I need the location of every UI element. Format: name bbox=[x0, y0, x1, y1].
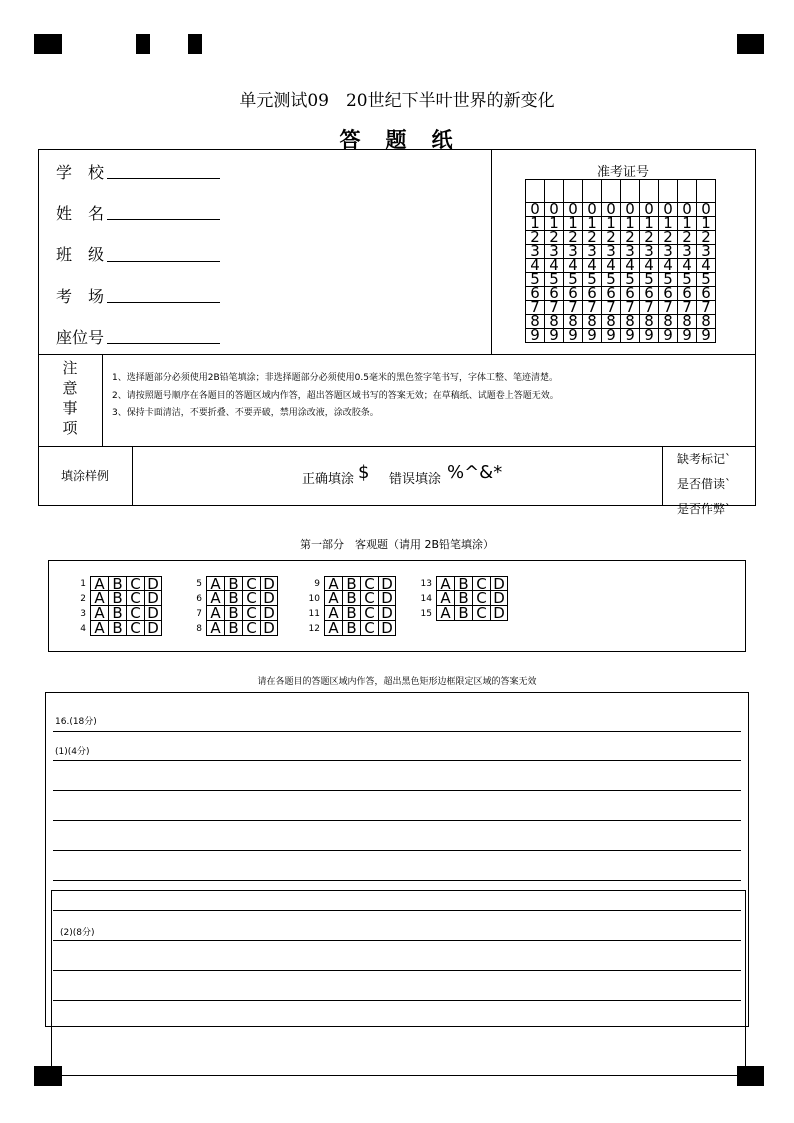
mc-option-bubble[interactable]: C bbox=[472, 576, 490, 591]
exam-id-digit-bubble[interactable]: 0 bbox=[602, 203, 621, 217]
mc-option-bubble[interactable]: A bbox=[90, 621, 108, 636]
info-divider bbox=[491, 149, 492, 354]
q16-2-label: (2)(8分) bbox=[60, 928, 95, 938]
mc-option-bubble[interactable]: D bbox=[490, 576, 508, 591]
mc-question-row bbox=[300, 621, 396, 636]
part2-note: 请在各题目的答题区域内作答，超出黑色矩形边框限定区域的答案无效 bbox=[257, 677, 537, 687]
field-seat-label: 座位号 bbox=[56, 328, 105, 347]
exam-id-digit-bubble[interactable]: 6 bbox=[545, 287, 564, 301]
exam-id-digit-bubble[interactable]: 9 bbox=[583, 329, 602, 343]
exam-id-digit-bubble[interactable]: 0 bbox=[526, 203, 545, 217]
field-school-label: 学 校 bbox=[56, 163, 105, 182]
answer-line[interactable] bbox=[53, 820, 741, 821]
answer-line[interactable] bbox=[53, 910, 741, 911]
exam-id-digit-bubble[interactable]: 0 bbox=[583, 203, 602, 217]
exam-id-digit-bubble[interactable]: 0 bbox=[564, 203, 583, 217]
answer-line[interactable] bbox=[53, 790, 741, 791]
exam-id-digit-bubble[interactable]: 1 bbox=[564, 217, 583, 231]
exam-id-digit-bubble[interactable]: 0 bbox=[640, 203, 659, 217]
exam-id-digit-bubble[interactable]: 3 bbox=[697, 245, 716, 259]
mc-group bbox=[66, 576, 162, 636]
exam-id-digit-bubble[interactable]: 5 bbox=[678, 273, 697, 287]
mc-group bbox=[300, 576, 396, 636]
exam-id-digit-bubble[interactable]: 3 bbox=[526, 245, 545, 259]
exam-id-digit-bubble[interactable]: 8 bbox=[526, 315, 545, 329]
exam-id-digit-bubble[interactable]: 7 bbox=[640, 301, 659, 315]
exam-id-digit-bubble[interactable]: 9 bbox=[526, 329, 545, 343]
mc-question-number: 5 bbox=[196, 578, 202, 589]
mc-question-number: 7 bbox=[196, 608, 202, 619]
mc-option-bubble[interactable]: B bbox=[224, 621, 242, 636]
exam-id-digit-bubble[interactable]: 5 bbox=[564, 273, 583, 287]
exam-id-digit-bubble[interactable]: 5 bbox=[659, 273, 678, 287]
mc-option-bubble[interactable]: A bbox=[206, 606, 224, 621]
exam-id-digit-bubble[interactable]: 0 bbox=[678, 203, 697, 217]
exam-id-digit-bubble[interactable]: 3 bbox=[583, 245, 602, 259]
mc-option-bubble[interactable]: A bbox=[436, 591, 454, 606]
mc-option-bubble[interactable]: C bbox=[242, 606, 260, 621]
mc-option-bubble[interactable]: C bbox=[472, 591, 490, 606]
mc-option-bubble[interactable]: C bbox=[126, 576, 144, 591]
exam-id-digit-bubble[interactable]: 7 bbox=[697, 301, 716, 315]
mc-option-bubble[interactable]: B bbox=[108, 576, 126, 591]
mc-option-bubble[interactable]: C bbox=[126, 621, 144, 636]
mc-option-bubble[interactable]: A bbox=[324, 606, 342, 621]
notice-label-char-2: 意 bbox=[62, 379, 78, 397]
exam-id-digit-bubble[interactable]: 0 bbox=[621, 203, 640, 217]
exam-id-digit-bubble[interactable]: 2 bbox=[564, 231, 583, 245]
mc-option-bubble[interactable]: A bbox=[206, 591, 224, 606]
mc-option-bubble[interactable]: C bbox=[242, 591, 260, 606]
exam-id-digit-bubble[interactable]: 9 bbox=[678, 329, 697, 343]
mc-option-bubble[interactable]: C bbox=[360, 621, 378, 636]
q16-label: 16.(18分) bbox=[55, 717, 97, 727]
mc-option-bubble[interactable]: D bbox=[378, 621, 396, 636]
exam-id-grid[interactable] bbox=[525, 179, 716, 343]
exam-id-digit-bubble[interactable]: 9 bbox=[621, 329, 640, 343]
mc-option-bubble[interactable]: C bbox=[360, 591, 378, 606]
mc-option-bubble[interactable]: D bbox=[490, 591, 508, 606]
mc-option-bubble[interactable]: D bbox=[144, 621, 162, 636]
mc-option-bubble[interactable]: D bbox=[260, 621, 278, 636]
registration-mark-top-left bbox=[34, 34, 62, 54]
fill-divider-left bbox=[132, 446, 133, 506]
field-school-input[interactable] bbox=[107, 178, 220, 179]
exam-id-digit-bubble[interactable]: 5 bbox=[583, 273, 602, 287]
notice-label-char-1: 注 bbox=[62, 359, 78, 377]
exam-id-digit-bubble[interactable]: 5 bbox=[545, 273, 564, 287]
mc-option-bubble[interactable]: A bbox=[90, 576, 108, 591]
exam-id-digit-bubble[interactable]: 9 bbox=[697, 329, 716, 343]
answer-line[interactable] bbox=[53, 731, 741, 732]
mc-option-bubble[interactable]: B bbox=[108, 591, 126, 606]
mc-question-number: 1 bbox=[80, 578, 86, 589]
exam-id-digit-bubble[interactable]: 8 bbox=[545, 315, 564, 329]
mc-group bbox=[182, 576, 278, 636]
page-title: 单元测试09 20世纪下半叶世界的新变化 bbox=[239, 91, 555, 111]
exam-id-digit-bubble[interactable]: 1 bbox=[602, 217, 621, 231]
mc-option-bubble[interactable]: C bbox=[360, 576, 378, 591]
exam-id-digit-bubble[interactable]: 7 bbox=[678, 301, 697, 315]
exam-id-digit-bubble[interactable]: 2 bbox=[640, 231, 659, 245]
mc-option-bubble[interactable]: D bbox=[144, 576, 162, 591]
mc-question-number: 9 bbox=[314, 578, 320, 589]
exam-id-digit-bubble[interactable]: 2 bbox=[545, 231, 564, 245]
fill-correct-label: 正确填涂 bbox=[302, 472, 355, 487]
mc-question-number: 12 bbox=[308, 623, 320, 634]
fill-correct-symbol: $ bbox=[358, 462, 370, 483]
part1-heading: 第一部分 客观题（请用 2B铅笔填涂） bbox=[299, 538, 495, 551]
fill-wrong-label: 错误填涂 bbox=[389, 472, 442, 487]
mc-question-number: 2 bbox=[80, 593, 86, 604]
exam-id-digit-bubble[interactable]: 1 bbox=[697, 217, 716, 231]
exam-id-digit-bubble[interactable]: 0 bbox=[545, 203, 564, 217]
mc-option-bubble[interactable]: A bbox=[206, 621, 224, 636]
exam-id-digit-bubble[interactable]: 3 bbox=[640, 245, 659, 259]
mc-option-bubble[interactable]: C bbox=[472, 606, 490, 621]
exam-id-digit-bubble[interactable]: 3 bbox=[621, 245, 640, 259]
mc-option-bubble[interactable]: B bbox=[454, 576, 472, 591]
field-room-label: 考 场 bbox=[56, 287, 105, 306]
exam-id-digit-bubble[interactable]: 6 bbox=[621, 287, 640, 301]
mc-option-bubble[interactable]: C bbox=[126, 591, 144, 606]
notice-label-char-4: 项 bbox=[62, 419, 78, 437]
answer-box-inner bbox=[51, 890, 746, 1076]
exam-id-digit-bubble[interactable]: 5 bbox=[697, 273, 716, 287]
exam-id-digit-bubble[interactable]: 7 bbox=[621, 301, 640, 315]
exam-id-digit-bubble[interactable]: 2 bbox=[602, 231, 621, 245]
exam-id-digit-bubble[interactable]: 3 bbox=[564, 245, 583, 259]
exam-id-digit-bubble[interactable]: 8 bbox=[583, 315, 602, 329]
field-class-input[interactable] bbox=[107, 261, 220, 262]
absent-mark-label[interactable]: 缺考标记` bbox=[677, 452, 732, 466]
exam-id-digit-bubble[interactable]: 4 bbox=[526, 259, 545, 273]
mc-option-bubble[interactable]: A bbox=[436, 576, 454, 591]
answer-line[interactable] bbox=[53, 760, 741, 761]
notice-item-1: 1、选择题部分必须使用2B铅笔填涂；非选择题部分必须使用0.5毫米的黑色签字笔书写，字体工整、笔迹清楚。 bbox=[112, 373, 558, 383]
exam-id-digit-bubble[interactable]: 8 bbox=[697, 315, 716, 329]
exam-id-digit-bubble[interactable]: 3 bbox=[545, 245, 564, 259]
exam-id-digit-bubble[interactable]: 5 bbox=[621, 273, 640, 287]
exam-id-digit-bubble[interactable]: 4 bbox=[602, 259, 621, 273]
notice-label bbox=[38, 358, 102, 438]
exam-id-digit-bubble[interactable]: 6 bbox=[583, 287, 602, 301]
mc-option-bubble[interactable]: D bbox=[260, 591, 278, 606]
exam-id-digit-bubble[interactable]: 3 bbox=[659, 245, 678, 259]
mc-question-row bbox=[412, 606, 508, 621]
mc-option-bubble[interactable]: B bbox=[342, 606, 360, 621]
exam-id-digit-bubble[interactable]: 9 bbox=[564, 329, 583, 343]
registration-mark-top-2 bbox=[136, 34, 150, 54]
mc-question-number: 11 bbox=[308, 608, 320, 619]
exam-id-digit-bubble[interactable]: 7 bbox=[602, 301, 621, 315]
field-seat-input[interactable] bbox=[107, 343, 220, 344]
exam-id-digit-bubble[interactable]: 5 bbox=[526, 273, 545, 287]
q16-1-label: (1)(4分) bbox=[55, 747, 90, 757]
fill-example-label: 填涂样例 bbox=[60, 469, 109, 483]
exam-id-digit-bubble[interactable]: 4 bbox=[621, 259, 640, 273]
mc-question-number: 4 bbox=[80, 623, 86, 634]
notice-label-divider bbox=[102, 354, 103, 446]
exam-id-digit-bubble[interactable]: 6 bbox=[564, 287, 583, 301]
fill-wrong-symbol: %^&* bbox=[447, 462, 503, 483]
mc-question-row bbox=[66, 621, 162, 636]
exam-id-digit-bubble[interactable]: 7 bbox=[583, 301, 602, 315]
mc-option-bubble[interactable]: A bbox=[324, 621, 342, 636]
exam-id-digit-bubble[interactable]: 8 bbox=[621, 315, 640, 329]
mc-option-bubble[interactable]: D bbox=[260, 576, 278, 591]
answer-line[interactable] bbox=[53, 1000, 741, 1001]
exam-id-digit-bubble[interactable]: 6 bbox=[697, 287, 716, 301]
exam-id-digit-bubble[interactable]: 8 bbox=[564, 315, 583, 329]
exam-id-digit-bubble[interactable]: 5 bbox=[640, 273, 659, 287]
field-name-label: 姓 名 bbox=[56, 204, 105, 223]
exam-id-digit-bubble[interactable]: 4 bbox=[697, 259, 716, 273]
exam-id-digit-bubble[interactable]: 1 bbox=[545, 217, 564, 231]
mc-option-bubble[interactable]: D bbox=[378, 606, 396, 621]
exam-id-digit-bubble[interactable]: 8 bbox=[678, 315, 697, 329]
exam-id-digit-bubble[interactable]: 6 bbox=[659, 287, 678, 301]
mc-option-bubble[interactable]: D bbox=[144, 591, 162, 606]
exam-id-digit-bubble[interactable]: 2 bbox=[678, 231, 697, 245]
mc-option-bubble[interactable]: B bbox=[454, 606, 472, 621]
mc-question-number: 14 bbox=[420, 593, 432, 604]
exam-id-digit-bubble[interactable]: 9 bbox=[602, 329, 621, 343]
exam-id-digit-bubble[interactable]: 1 bbox=[659, 217, 678, 231]
mc-question-number: 8 bbox=[196, 623, 202, 634]
mc-option-bubble[interactable]: B bbox=[224, 606, 242, 621]
mc-option-bubble[interactable]: A bbox=[324, 576, 342, 591]
answer-line[interactable] bbox=[53, 850, 741, 851]
exam-id-digit-bubble[interactable]: 4 bbox=[640, 259, 659, 273]
exam-id-digit-bubble[interactable]: 4 bbox=[583, 259, 602, 273]
mc-question-row bbox=[182, 621, 278, 636]
mc-question-number: 6 bbox=[196, 593, 202, 604]
exam-id-digit-bubble[interactable]: 1 bbox=[678, 217, 697, 231]
mc-option-bubble[interactable]: C bbox=[242, 576, 260, 591]
exam-id-digit-bubble[interactable]: 6 bbox=[678, 287, 697, 301]
mc-option-bubble[interactable]: D bbox=[490, 606, 508, 621]
mc-option-bubble[interactable]: D bbox=[378, 576, 396, 591]
registration-mark-top-3 bbox=[188, 34, 202, 54]
exam-id-digit-bubble[interactable]: 3 bbox=[678, 245, 697, 259]
mc-option-bubble[interactable]: C bbox=[360, 606, 378, 621]
exam-id-digit-bubble[interactable]: 1 bbox=[621, 217, 640, 231]
mc-option-bubble[interactable]: C bbox=[126, 606, 144, 621]
mc-option-bubble[interactable]: B bbox=[224, 591, 242, 606]
mc-option-bubble[interactable]: A bbox=[90, 606, 108, 621]
notice-top-line bbox=[38, 354, 756, 355]
mc-option-bubble[interactable]: B bbox=[342, 576, 360, 591]
exam-id-digit-bubble[interactable]: 1 bbox=[526, 217, 545, 231]
mc-option-bubble[interactable]: C bbox=[242, 621, 260, 636]
exam-id-digit-bubble[interactable]: 6 bbox=[526, 287, 545, 301]
answer-line[interactable] bbox=[53, 880, 741, 881]
exam-id-digit-bubble[interactable]: 0 bbox=[659, 203, 678, 217]
exam-id-digit-bubble[interactable]: 7 bbox=[659, 301, 678, 315]
cheat-mark-label[interactable]: 是否作弊` bbox=[677, 502, 732, 516]
notice-item-2: 2、请按照题号顺序在各题目的答题区域内作答，超出答题区域书写的答案无效；在草稿纸、试题卷上答题无效。 bbox=[112, 391, 559, 401]
answer-line[interactable] bbox=[53, 940, 741, 941]
exam-id-digit-bubble[interactable]: 4 bbox=[545, 259, 564, 273]
exam-id-digit-bubble[interactable]: 9 bbox=[640, 329, 659, 343]
mc-option-bubble[interactable]: D bbox=[260, 606, 278, 621]
exam-id-digit-bubble[interactable]: 1 bbox=[583, 217, 602, 231]
exam-id-digit-bubble[interactable]: 2 bbox=[659, 231, 678, 245]
mc-option-bubble[interactable]: A bbox=[206, 576, 224, 591]
exam-id-digit-bubble[interactable]: 7 bbox=[526, 301, 545, 315]
mc-option-bubble[interactable]: A bbox=[324, 591, 342, 606]
field-room-input[interactable] bbox=[107, 302, 220, 303]
mc-option-bubble[interactable]: B bbox=[108, 621, 126, 636]
transfer-mark-label[interactable]: 是否借读` bbox=[677, 477, 732, 491]
field-class-label: 班 级 bbox=[56, 245, 105, 264]
mc-option-bubble[interactable]: A bbox=[436, 606, 454, 621]
mc-question-number: 15 bbox=[420, 608, 432, 619]
mc-option-bubble[interactable]: B bbox=[454, 591, 472, 606]
exam-id-digit-bubble[interactable]: 8 bbox=[640, 315, 659, 329]
exam-id-digit-bubble[interactable]: 0 bbox=[697, 203, 716, 217]
exam-id-digit-bubble[interactable]: 3 bbox=[602, 245, 621, 259]
exam-id-digit-bubble[interactable]: 5 bbox=[602, 273, 621, 287]
exam-id-digit-bubble[interactable]: 2 bbox=[526, 231, 545, 245]
exam-id-digit-bubble[interactable]: 1 bbox=[640, 217, 659, 231]
exam-id-digit-bubble[interactable]: 7 bbox=[545, 301, 564, 315]
exam-id-digit-bubble[interactable]: 9 bbox=[545, 329, 564, 343]
exam-id-digit-bubble[interactable]: 4 bbox=[564, 259, 583, 273]
mc-option-bubble[interactable]: B bbox=[342, 591, 360, 606]
fill-top-line bbox=[38, 446, 756, 447]
field-name-input[interactable] bbox=[107, 219, 220, 220]
registration-mark-top-right bbox=[737, 34, 764, 54]
mc-question-number: 10 bbox=[308, 593, 320, 604]
mc-option-bubble[interactable]: D bbox=[378, 591, 396, 606]
exam-id-digit-bubble[interactable]: 4 bbox=[678, 259, 697, 273]
mc-option-bubble[interactable]: B bbox=[342, 621, 360, 636]
mc-option-bubble[interactable]: B bbox=[224, 576, 242, 591]
exam-id-digit-bubble[interactable]: 6 bbox=[640, 287, 659, 301]
notice-item-3: 3、保持卡面清洁，不要折叠、不要弄破，禁用涂改液，涂改胶条。 bbox=[112, 408, 379, 418]
notice-label-char-3: 事 bbox=[62, 399, 78, 417]
exam-id-digit-bubble[interactable]: 2 bbox=[621, 231, 640, 245]
exam-id-digit-bubble[interactable]: 6 bbox=[602, 287, 621, 301]
mc-question-number: 3 bbox=[80, 608, 86, 619]
exam-id-digit-bubble[interactable]: 7 bbox=[564, 301, 583, 315]
mc-question-number: 13 bbox=[420, 578, 432, 589]
exam-id-digit-bubble[interactable]: 2 bbox=[583, 231, 602, 245]
exam-id-digit-bubble[interactable]: 2 bbox=[697, 231, 716, 245]
mc-group bbox=[412, 576, 508, 621]
answer-line[interactable] bbox=[53, 970, 741, 971]
mc-option-bubble[interactable]: A bbox=[90, 591, 108, 606]
exam-id-digit-bubble[interactable]: 8 bbox=[659, 315, 678, 329]
fill-status-area bbox=[662, 447, 755, 516]
exam-id-digit-bubble[interactable]: 8 bbox=[602, 315, 621, 329]
exam-id-digit-bubble[interactable]: 9 bbox=[659, 329, 678, 343]
exam-id-label: 准考证号 bbox=[597, 165, 650, 180]
page-subtitle: 答 题 纸 bbox=[339, 127, 455, 152]
mc-option-bubble[interactable]: D bbox=[144, 606, 162, 621]
exam-id-digit-bubble[interactable]: 4 bbox=[659, 259, 678, 273]
mc-option-bubble[interactable]: B bbox=[108, 606, 126, 621]
